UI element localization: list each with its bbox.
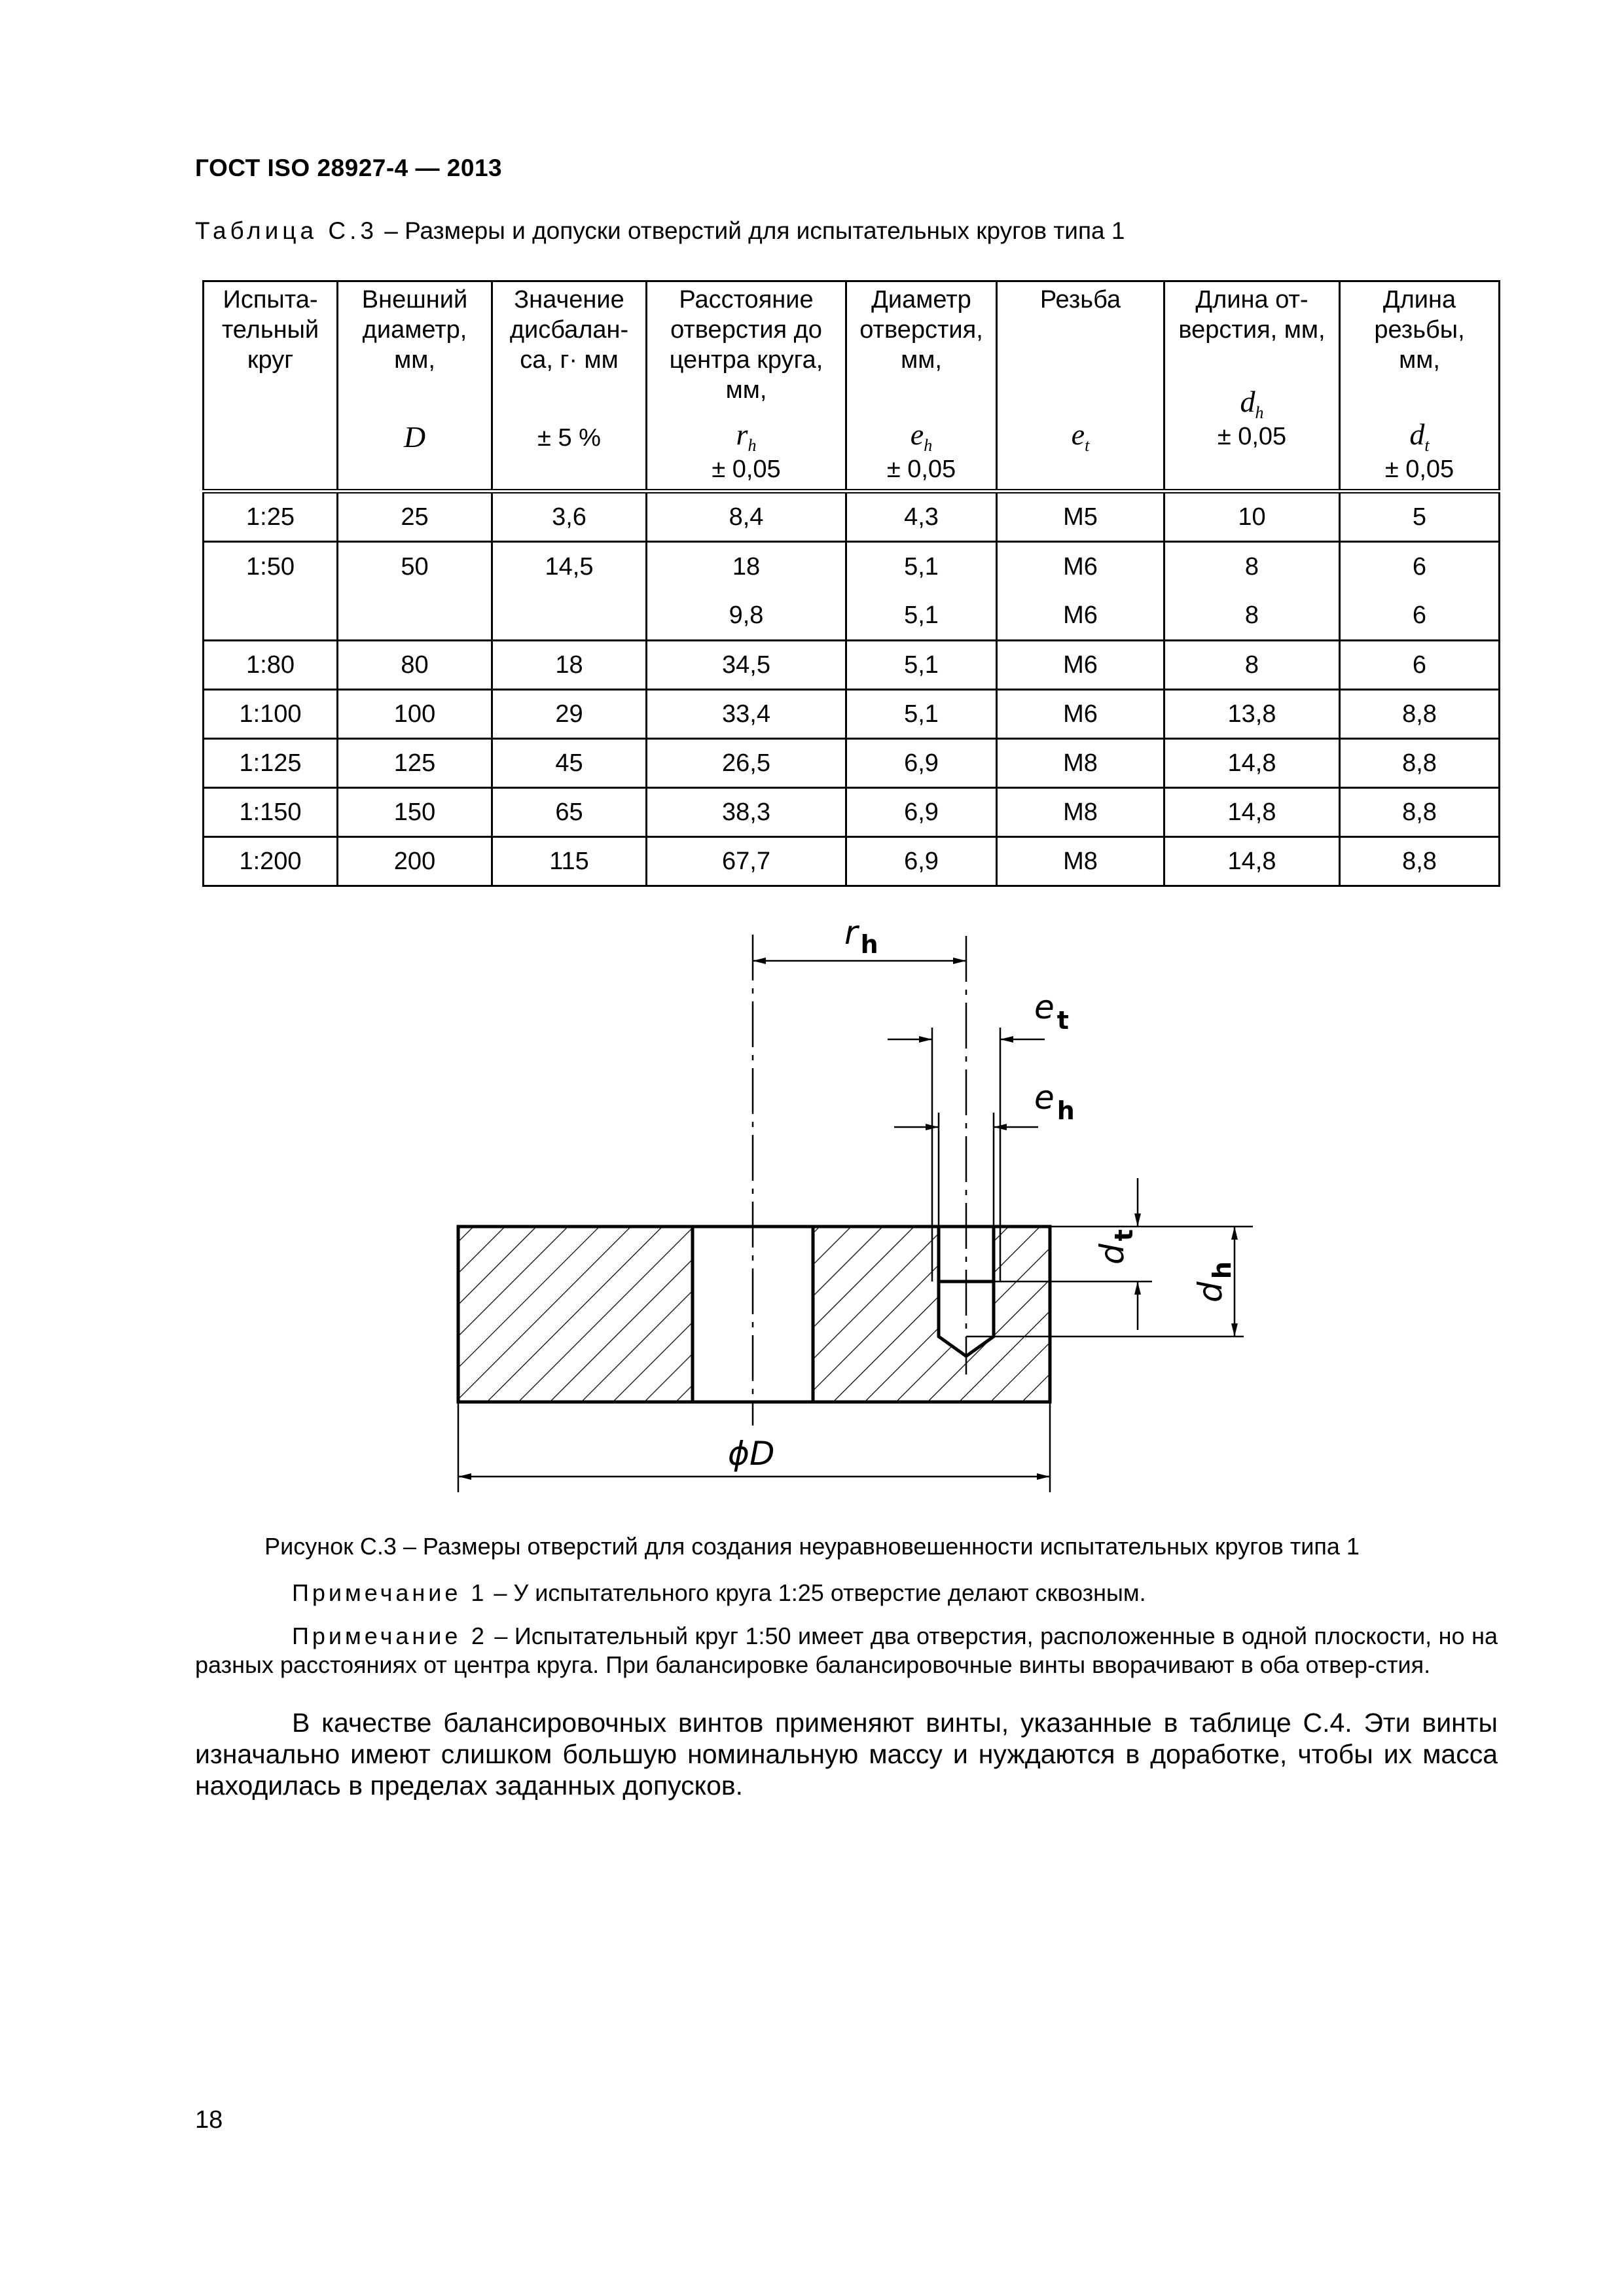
note-label: Примечание 1 xyxy=(292,1579,488,1606)
cell-thread-length xyxy=(1340,542,1500,641)
table-row xyxy=(204,788,1500,837)
cell-distance: 67,7 xyxy=(647,837,846,886)
header-text: дисбалан- xyxy=(509,316,629,344)
cell-distance: 26,5 xyxy=(647,739,846,788)
cell-thread-length: 8,8 xyxy=(1340,788,1500,837)
symbol-main: e xyxy=(910,418,924,451)
header-symbol xyxy=(338,422,491,452)
dh-label xyxy=(1191,1261,1236,1302)
cell-hole-length: 8 xyxy=(1164,641,1340,690)
note-2 xyxy=(195,1622,1498,1679)
header-col-hole-diameter xyxy=(846,281,997,492)
rh-label-sub: h xyxy=(860,930,878,959)
dh-label-sub: h xyxy=(1208,1261,1236,1280)
header-text: отверстия, xyxy=(859,316,983,344)
cell-thread-length: 8,8 xyxy=(1340,837,1500,886)
cell-hole-length xyxy=(1164,542,1340,641)
dt-label xyxy=(1093,1229,1138,1265)
cell-thread-length: 8,8 xyxy=(1340,690,1500,739)
cell-line: M6 xyxy=(1063,553,1098,581)
header-symbol xyxy=(647,420,845,461)
cell-hole-length: 14,8 xyxy=(1164,739,1340,788)
header-tolerance: ± 5 % xyxy=(537,424,601,452)
rh-label-main: r xyxy=(844,914,858,952)
cell-diameter: 150 xyxy=(338,788,492,837)
cell-thread: M8 xyxy=(997,788,1164,837)
header-col-unbalance xyxy=(492,281,647,492)
et-label-sub: t xyxy=(1056,1006,1069,1035)
cell-unbalance: 29 xyxy=(492,690,647,739)
table-header-row xyxy=(204,281,1500,492)
cell-thread: M6 xyxy=(997,690,1164,739)
cell-wheel: 1:80 xyxy=(204,641,338,690)
cell-thread-length: 8,8 xyxy=(1340,739,1500,788)
hole-dimensions-drawing xyxy=(419,903,1283,1518)
cell-diameter: 200 xyxy=(338,837,492,886)
header-text: Значение xyxy=(514,286,624,314)
cell-diameter: 100 xyxy=(338,690,492,739)
note-1 xyxy=(292,1579,1146,1607)
body-paragraph: В качестве балансировочных винтов применяют винты, указанные в таблице С.4. Эти винты изначально имеют слишком большую номинальную массу и нуждаются в доработке, чтобы их масса находилась в пределах заданных допусков. xyxy=(195,1708,1498,1801)
cell-line: 6 xyxy=(1412,553,1427,581)
cell-hole-diameter: 5,1 xyxy=(846,641,997,690)
cell-unbalance: 115 xyxy=(492,837,647,886)
cell-hole-diameter: 5,1 xyxy=(846,690,997,739)
cell-hole-diameter: 6,9 xyxy=(846,739,997,788)
cell-wheel: 1:25 xyxy=(204,492,338,542)
cell-hole-length: 14,8 xyxy=(1164,837,1340,886)
cell-diameter xyxy=(338,542,492,641)
cell-line: 6 xyxy=(1412,601,1427,629)
table-row xyxy=(204,690,1500,739)
dt-label-main: d xyxy=(1093,1244,1131,1265)
cell-distance: 38,3 xyxy=(647,788,846,837)
symbol-sub: h xyxy=(924,436,933,456)
cell-unbalance: 65 xyxy=(492,788,647,837)
table-row xyxy=(204,492,1500,542)
table-caption xyxy=(195,217,1125,245)
cell-diameter: 125 xyxy=(338,739,492,788)
cell-line: 8 xyxy=(1244,553,1259,581)
header-text: Внешний xyxy=(361,286,468,314)
header-tolerance: ± 0,05 xyxy=(1384,456,1454,483)
header-col-thread xyxy=(997,281,1164,492)
header-col-diameter xyxy=(338,281,492,492)
header-text: Длина xyxy=(1382,286,1456,314)
header-text: Длина от- xyxy=(1195,286,1308,314)
document-header: ГОСТ ISO 28927-4 — 2013 xyxy=(195,154,503,181)
cell-line: M6 xyxy=(1063,601,1098,629)
header-text: резьбы, xyxy=(1374,316,1465,344)
figure-caption: Рисунок С.3 – Размеры отверстий для создания неуравновешенности испытательных кругов типа 1 xyxy=(264,1533,1360,1560)
header-col-hole-length xyxy=(1164,281,1340,492)
header-text: отверстия до xyxy=(670,316,822,344)
header-text: мм, xyxy=(394,346,435,374)
cell-distance: 8,4 xyxy=(647,492,846,542)
cell-wheel: 1:100 xyxy=(204,690,338,739)
cell-line: 5,1 xyxy=(904,601,939,629)
cell-line: 1:50 xyxy=(246,553,295,581)
cell-wheel: 1:125 xyxy=(204,739,338,788)
cell-hole-diameter: 6,9 xyxy=(846,788,997,837)
cell-thread-length: 6 xyxy=(1340,641,1500,690)
cell-hole-length: 10 xyxy=(1164,492,1340,542)
symbol-main: e xyxy=(1071,418,1085,451)
dh-label-main: d xyxy=(1191,1282,1229,1302)
table-caption-label: Таблица С.3 xyxy=(195,217,378,244)
dt-label-sub: t xyxy=(1110,1229,1138,1242)
cell-wheel: 1:200 xyxy=(204,837,338,886)
table-row xyxy=(204,641,1500,690)
header-text: Испыта- xyxy=(223,286,318,314)
table-row xyxy=(204,542,1500,641)
symbol-main: r xyxy=(736,418,748,451)
symbol-main: D xyxy=(403,420,426,454)
symbol-main: d xyxy=(1409,418,1425,451)
et-label xyxy=(1034,988,1069,1035)
header-text: мм, xyxy=(901,346,942,374)
cell-hole-diameter: 4,3 xyxy=(846,492,997,542)
header-text: верстия, мм, xyxy=(1178,316,1326,344)
header-col-distance xyxy=(647,281,846,492)
cell-unbalance: 3,6 xyxy=(492,492,647,542)
header-text: тельный xyxy=(221,316,319,344)
header-text: мм, xyxy=(725,376,767,404)
cell-unbalance: 18 xyxy=(492,641,647,690)
header-text: диаметр, xyxy=(362,316,467,344)
table-row xyxy=(204,739,1500,788)
cell-distance: 33,4 xyxy=(647,690,846,739)
header-text: Резьба xyxy=(1039,286,1121,314)
header-text: центра круга, xyxy=(669,346,823,374)
cell-thread: M8 xyxy=(997,837,1164,886)
header-symbol xyxy=(847,420,996,461)
cell-distance xyxy=(647,542,846,641)
et-label-main: e xyxy=(1034,988,1055,1026)
eh-label-sub: h xyxy=(1056,1096,1075,1125)
phid-label: ϕD xyxy=(728,1435,775,1473)
eh-label xyxy=(1034,1079,1075,1125)
dimensions-table-container xyxy=(202,280,1498,887)
cell-line: 18 xyxy=(732,553,761,581)
note-text: – Испытательный круг 1:50 имеет два отверстия, расположенные в одной плоскости, но на разных расстояниях от центра круга. При балансировке балансировочные винты вворачивают в оба отвер-стия. xyxy=(195,1623,1498,1678)
cell-hole-length: 13,8 xyxy=(1164,690,1340,739)
dimensions-table xyxy=(202,280,1500,887)
cell-thread xyxy=(997,542,1164,641)
symbol-sub: h xyxy=(1255,403,1264,423)
cell-distance: 34,5 xyxy=(647,641,846,690)
table-row xyxy=(204,837,1500,886)
cell-unbalance: 45 xyxy=(492,739,647,788)
cell-wheel xyxy=(204,542,338,641)
cell-line: 5,1 xyxy=(904,553,939,581)
note-text: – У испытательного круга 1:25 отверстие делают сквозным. xyxy=(487,1579,1146,1606)
header-text: Диаметр xyxy=(871,286,971,314)
header-text: Расстояние xyxy=(679,286,814,314)
cell-thread: M8 xyxy=(997,739,1164,788)
cell-thread-length: 5 xyxy=(1340,492,1500,542)
header-text: круг xyxy=(247,346,294,374)
cell-thread: M5 xyxy=(997,492,1164,542)
table-caption-text: – Размеры и допуски отверстий для испытательных кругов типа 1 xyxy=(377,217,1125,244)
cell-line: 14,5 xyxy=(545,553,594,581)
cell-hole-length: 14,8 xyxy=(1164,788,1340,837)
symbol-sub: t xyxy=(1424,436,1430,456)
header-text: са, г· мм xyxy=(520,346,619,374)
rh-label xyxy=(844,914,878,959)
header-text: мм, xyxy=(1399,346,1440,374)
page-number: 18 xyxy=(195,2106,223,2134)
symbol-main: d xyxy=(1240,385,1255,418)
header-col-wheel xyxy=(204,281,338,492)
cell-unbalance xyxy=(492,542,647,641)
symbol-sub: t xyxy=(1085,436,1090,456)
cell-hole-diameter xyxy=(846,542,997,641)
cell-line: 8 xyxy=(1244,601,1259,629)
header-symbol xyxy=(1341,420,1498,461)
cell-thread: M6 xyxy=(997,641,1164,690)
eh-label-main: e xyxy=(1034,1079,1055,1117)
cell-diameter: 25 xyxy=(338,492,492,542)
cell-diameter: 80 xyxy=(338,641,492,690)
symbol-sub: h xyxy=(748,436,757,456)
cell-line: 50 xyxy=(401,553,429,581)
note-label: Примечание 2 xyxy=(292,1623,488,1649)
header-symbol xyxy=(998,420,1163,461)
header-tolerance: ± 0,05 xyxy=(712,456,781,483)
hatched-left-section xyxy=(458,1227,693,1402)
cell-wheel: 1:150 xyxy=(204,788,338,837)
header-tolerance: ± 0,05 xyxy=(1217,423,1287,450)
cell-line: 9,8 xyxy=(729,601,764,629)
header-col-thread-length xyxy=(1340,281,1500,492)
header-tolerance: ± 0,05 xyxy=(886,456,956,483)
header-symbol xyxy=(1165,387,1339,428)
cell-hole-diameter: 6,9 xyxy=(846,837,997,886)
